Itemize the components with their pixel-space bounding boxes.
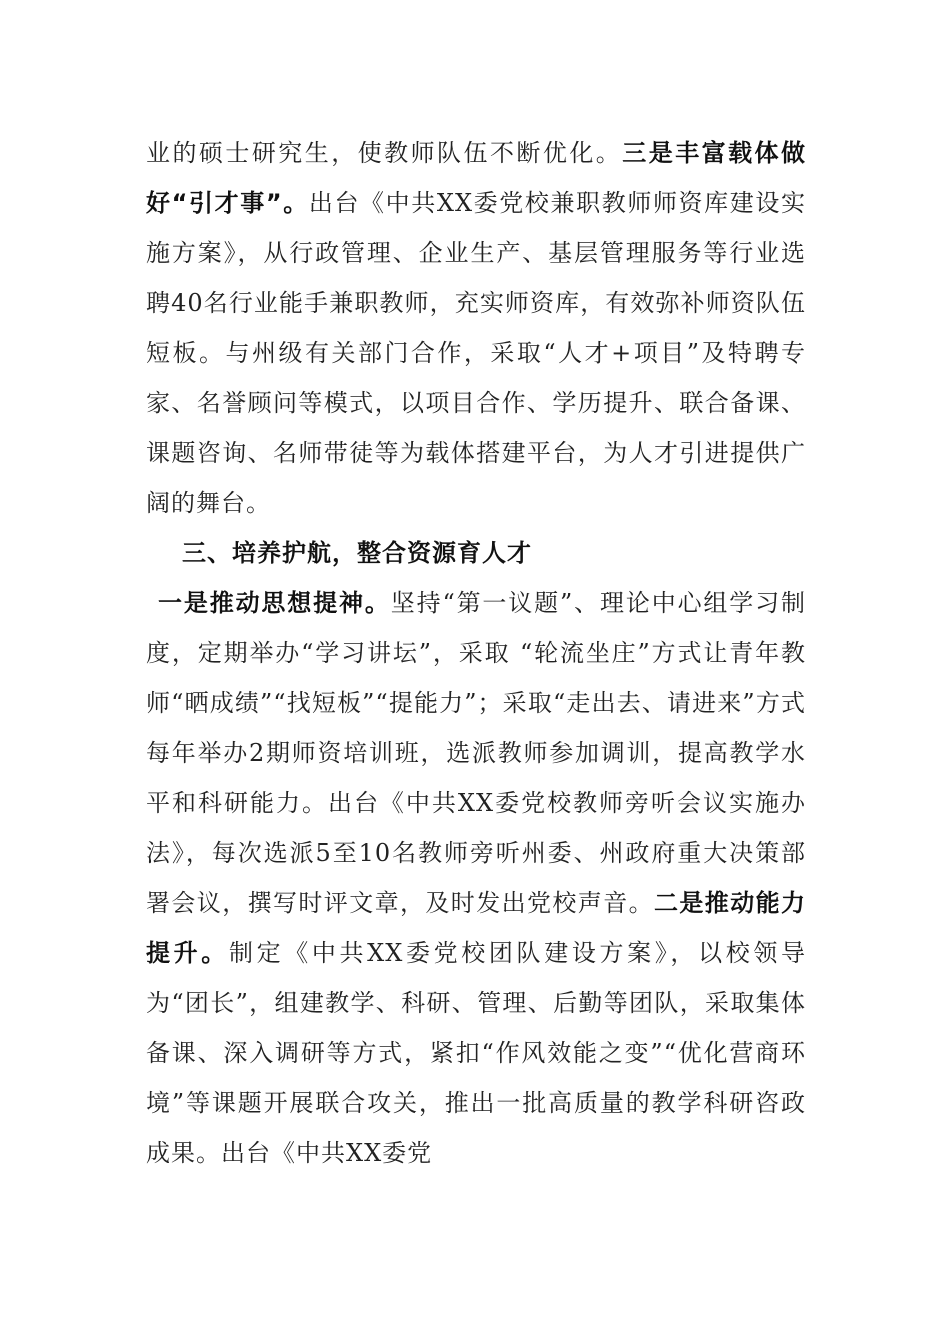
- section-heading: 三、培养护航，整合资源育人才: [182, 539, 532, 567]
- paragraph-training: [146, 578, 806, 1178]
- paragraph-text: 业的硕士研究生，使教师队伍不断优化。: [146, 139, 623, 167]
- paragraph-text: 制定《中共XX委党校团队建设方案》，以校领导为“团长”，组建教学、科研、管理、后勤等团队，采取集体备课、深入调研等方式，紧扣“作风效能之变”“优化营商环境”等课题开展联合攻关，推出一批高质量的教学科研咨政成果。出台《中共XX委党: [146, 939, 807, 1167]
- paragraph-talent-introduction: [146, 128, 806, 528]
- bold-lead-phrase: 二是推动能力提升。: [146, 889, 806, 967]
- bold-lead-phrase: 一是推动思想提神。: [158, 589, 391, 617]
- paragraph-text: 坚持“第一议题”、理论中心组学习制度，定期举办“学习讲坛”，采取 “轮流坐庄”方式让青年教师“晒成绩”“找短板”“提能力”；采取“走出去、请进来”方式每年举办2期师资培训班，选派教师参加调训，提高教学水平和科研能力。出台《中共XX委党校教师旁听会议实施办法》，每次选派5至10名教师旁听州委、州政府重大决策部署会议，撰写时评文章，及时发出党校声音。: [146, 589, 807, 917]
- document-body: [146, 128, 806, 1178]
- paragraph-text: 出台《中共XX委党校兼职教师师资库建设实施方案》，从行政管理、企业生产、基层管理服务等行业选聘40名行业能手兼职教师，充实师资库，有效弥补师资队伍短板。与州级有关部门合作，采取“人才+项目”及特聘专家、名誉顾问等模式，以项目合作、学历提升、联合备课、课题咨询、名师带徒等为载体搭建平台，为人才引进提供广阔的舞台。: [146, 189, 807, 517]
- bold-lead-phrase: 三是丰富载体做好“引才事”。: [146, 139, 806, 217]
